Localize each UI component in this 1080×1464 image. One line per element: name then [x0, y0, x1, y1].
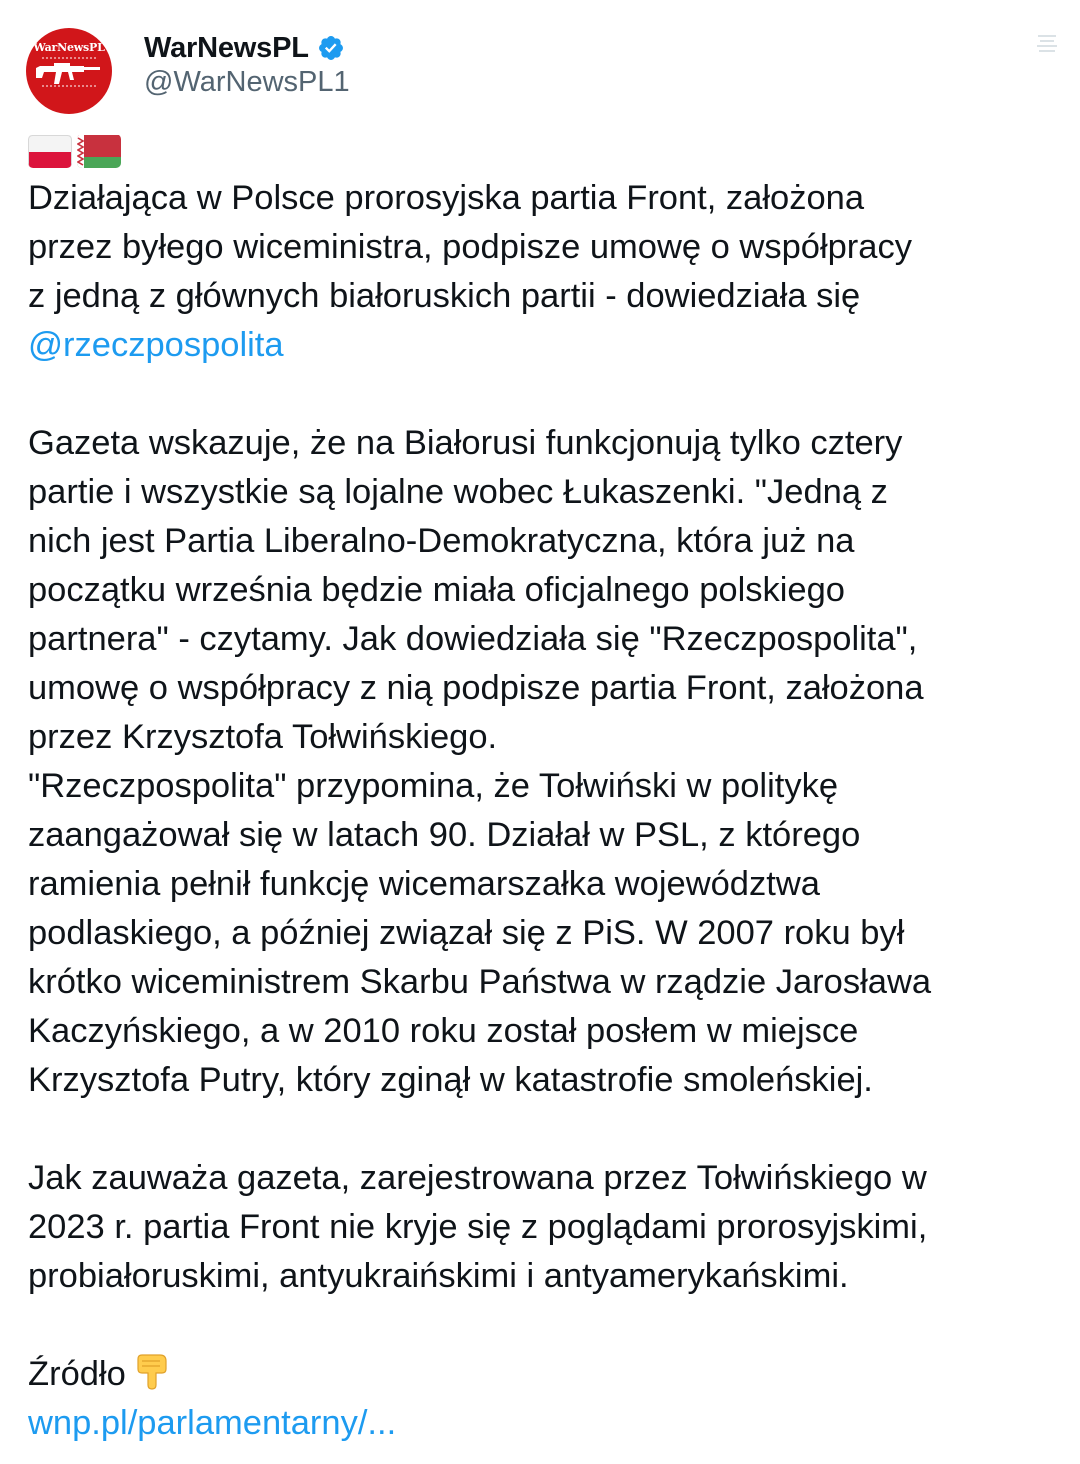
source-link[interactable]: wnp.pl/parlamentarny/...: [28, 1404, 397, 1442]
text-line: probiałoruskimi, antyukraińskimi i antyamerykańskimi.: [28, 1257, 849, 1295]
text-line: krótko wiceministrem Skarbu Państwa w rządzie Jarosława: [28, 963, 932, 1001]
grok-actions-icon[interactable]: [1034, 32, 1060, 56]
avatar[interactable]: [26, 28, 112, 114]
text-line: Gazeta wskazuje, że na Białorusi funkcjonują tylko cztery: [28, 424, 903, 462]
text-line: nich jest Partia Liberalno-Demokratyczna, która już na: [28, 522, 855, 560]
user-handle[interactable]: @WarNewsPL1: [144, 66, 350, 98]
text-line: partnera" - czytamy. Jak dowiedziała się "Rzeczpospolita",: [28, 620, 918, 658]
verified-badge-icon: [317, 34, 345, 62]
source-label: Źródło: [28, 1355, 126, 1393]
text-line: 2023 r. partia Front nie kryje się z poglądami prorosyjskimi,: [28, 1208, 928, 1246]
user-name-row[interactable]: [144, 30, 345, 66]
poland-flag-icon: [28, 134, 72, 168]
text-line: z jedną z głównych białoruskich partii - dowiedziała się: [28, 277, 861, 315]
mention-link[interactable]: @rzeczpospolita: [28, 326, 284, 364]
source-line: [28, 1350, 1068, 1399]
text-line: partie i wszystkie są lojalne wobec Łukaszenki. "Jedną z: [28, 473, 888, 511]
text-line: zaangażował się w latach 90. Działał w PSL, z którego: [28, 816, 861, 854]
text-line: przez Krzysztofa Tołwińskiego.: [28, 718, 498, 756]
tweet-header: [26, 28, 1054, 114]
display-name[interactable]: WarNewsPL: [144, 31, 309, 64]
text-line: początku września będzie miała oficjalnego polskiego: [28, 571, 845, 609]
text-line: ramienia pełnił funkcję wicemarszałka województwa: [28, 865, 820, 903]
belarus-flag-icon: [77, 134, 121, 168]
backhand-pointing-down-icon: [132, 1351, 172, 1391]
tweet-text: [28, 128, 1068, 1448]
text-line: "Rzeczpospolita" przypomina, że Tołwiński w politykę: [28, 767, 839, 805]
text-line: Krzysztofa Putry, który zginął w katastrofie smoleńskiej.: [28, 1061, 873, 1099]
avatar-logo-text: WarNewsPL: [33, 41, 105, 54]
text-line: Jak zauważa gazeta, zarejestrowana przez Tołwińskiego w: [28, 1159, 927, 1197]
text-line: Działająca w Polsce prorosyjska partia Front, założona: [28, 179, 865, 217]
flag-emojis: [28, 128, 1068, 174]
text-line: umowę o współpracy z nią podpisze partia Front, założona: [28, 669, 924, 707]
text-line: przez byłego wiceministra, podpisze umowę o współpracy: [28, 228, 912, 266]
text-line: Kaczyńskiego, a w 2010 roku został posłem w miejsce: [28, 1012, 859, 1050]
text-line: podlaskiego, a później związał się z PiS. W 2007 roku był: [28, 914, 905, 952]
rifle-icon: [26, 28, 112, 114]
